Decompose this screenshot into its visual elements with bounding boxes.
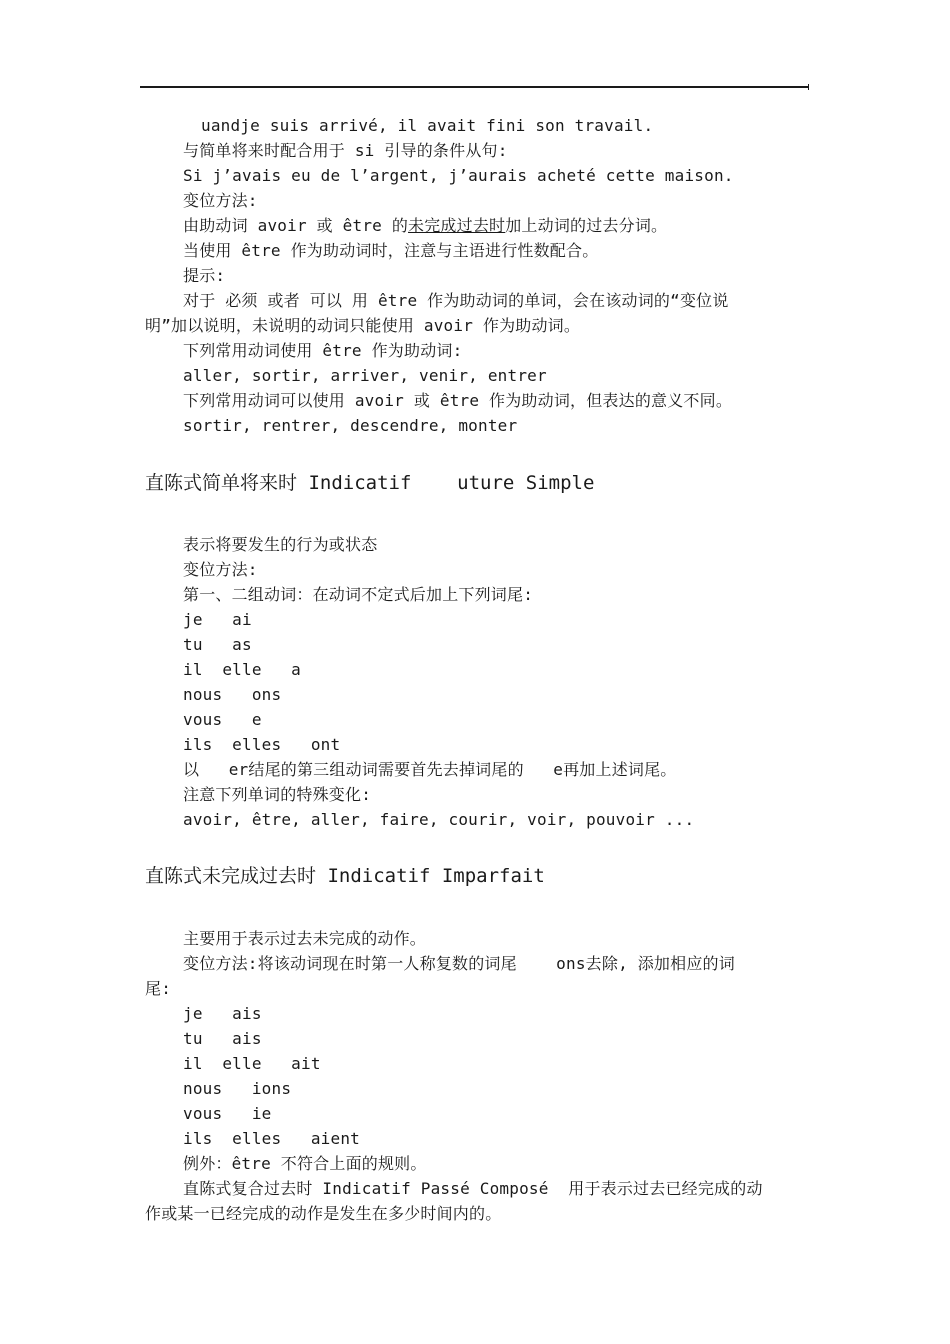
conjugation-row: tu as [183, 635, 252, 654]
conjugation-row: vous e [183, 710, 262, 729]
text-span: 由助动词 avoir 或 être 的 [183, 216, 409, 235]
text-line: 提示: [183, 266, 226, 285]
conjugation-row: je ais [183, 1004, 262, 1023]
conjugation-row: ils elles aient [183, 1129, 360, 1148]
text-line: 例外：être 不符合上面的规则。 [183, 1154, 427, 1173]
header-rule [140, 86, 809, 88]
text-line: 下列常用动词使用 être 作为助动词: [183, 341, 463, 360]
conjugation-row: nous ions [183, 1079, 292, 1098]
text-line: 变位方法: [183, 560, 258, 579]
conjugation-row: je ai [183, 610, 252, 629]
text-line: 以 er结尾的第三组动词需要首先去掉词尾的 e再加上述词尾。 [183, 760, 677, 779]
text-line: aller, sortir, arriver, venir, entrer [183, 366, 547, 385]
text-line: 与简单将来时配合用于 si 引导的条件从句: [183, 141, 508, 160]
text-line: sortir, rentrer, descendre, monter [183, 416, 518, 435]
conjugation-row: tu ais [183, 1029, 262, 1048]
text-line: 表示将要发生的行为或状态 [183, 535, 378, 554]
text-line: 第一、二组动词：在动词不定式后加上下列词尾: [183, 585, 534, 604]
conjugation-row: il elle ait [183, 1054, 321, 1073]
conjugation-row: il elle a [183, 660, 301, 679]
text-line: uandje suis arrivé, il avait fini son travail. [201, 116, 654, 135]
text-line: Si j’avais eu de l’argent, j’aurais acheté cette maison. [183, 166, 734, 185]
conjugation-row: ils elles ont [183, 735, 341, 754]
text-line: 当使用 être 作为助动词时，注意与主语进行性数配合。 [183, 241, 599, 260]
header-rule-tick [808, 84, 809, 90]
text-line: 变位方法:将该动词现在时第一人称复数的词尾 ons去除, 添加相应的词 [183, 954, 735, 973]
text-line: 尾: [145, 979, 172, 998]
text-line: 主要用于表示过去未完成的动作。 [183, 929, 427, 948]
conjugation-row: nous ons [183, 685, 282, 704]
text-line: 作或某一已经完成的动作是发生在多少时间内的。 [145, 1204, 502, 1223]
text-line: 注意下列单词的特殊变化: [183, 785, 372, 804]
section-heading-future: 直陈式简单将来时 Indicatif uture Simple [145, 472, 595, 494]
text-span: 加上动词的过去分词。 [505, 216, 668, 235]
text-line: avoir, être, aller, faire, courir, voir, pouvoir ... [183, 810, 695, 829]
text-line [183, 216, 667, 236]
text-line: 对于 必须 或者 可以 用 être 作为助动词的单词，会在该动词的“变位说 [183, 291, 729, 310]
section-heading-imparfait: 直陈式未完成过去时 Indicatif Imparfait [145, 865, 545, 887]
text-line: 明”加以说明，未说明的动词只能使用 avoir 作为助动词。 [145, 316, 581, 335]
conjugation-row: vous ie [183, 1104, 272, 1123]
text-line: 下列常用动词可以使用 avoir 或 être 作为助动词，但表达的意义不同。 [183, 391, 733, 410]
text-line: 直陈式复合过去时 Indicatif Passé Composé 用于表示过去已经完成的动 [183, 1179, 763, 1198]
underlined-link-text[interactable]: 未完成过去时 [408, 216, 506, 235]
text-line: 变位方法: [183, 191, 258, 210]
